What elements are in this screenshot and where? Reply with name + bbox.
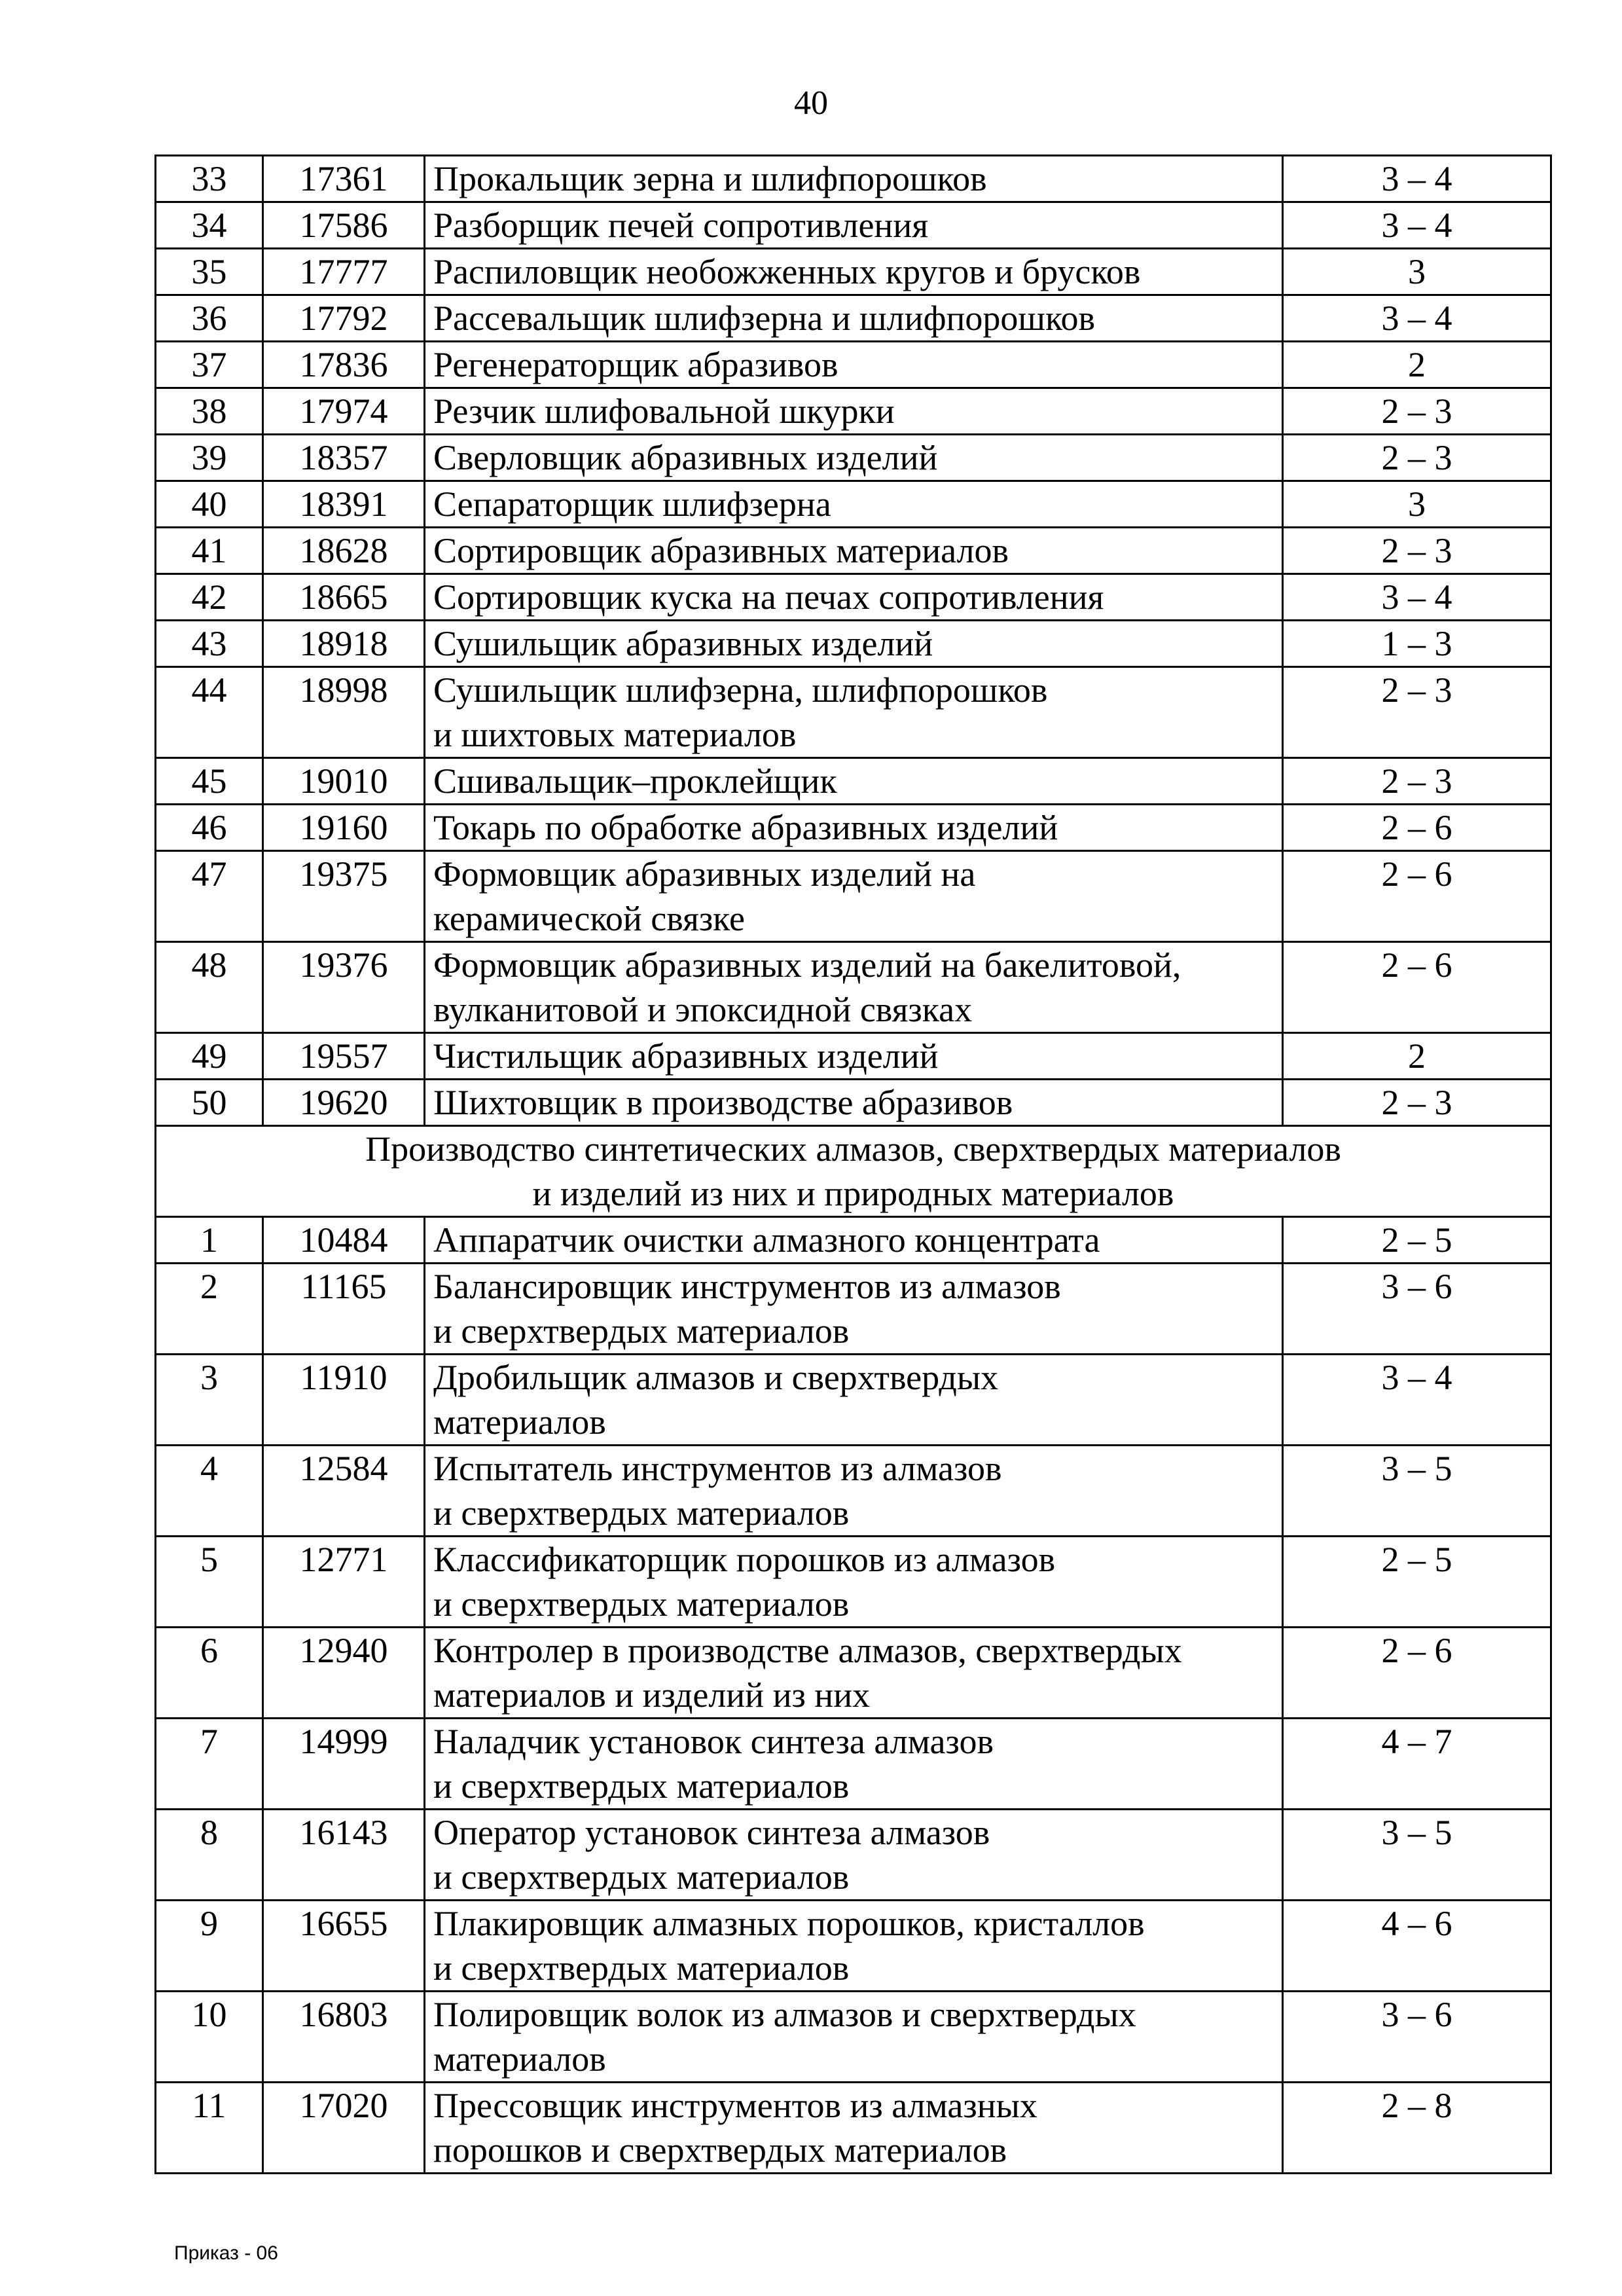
profession-name-cell: Плакировщик алмазных порошков, кристаллов и сверхтвердых материалов (425, 1901, 1283, 1992)
profession-code-cell: 10484 (263, 1217, 425, 1264)
grade-range-cell: 2 – 3 (1283, 435, 1551, 481)
profession-code-cell: 18357 (263, 435, 425, 481)
profession-code-cell: 19376 (263, 942, 425, 1033)
grade-range-cell: 2 – 6 (1283, 1628, 1551, 1719)
profession-name-cell: Сортировщик куска на печах сопротивления (425, 574, 1283, 621)
row-number-cell: 48 (156, 942, 263, 1033)
row-number-cell: 5 (156, 1537, 263, 1628)
grade-range-cell: 2 – 6 (1283, 942, 1551, 1033)
row-number-cell: 47 (156, 851, 263, 942)
profession-name-cell: Контролер в производстве алмазов, сверхтвердых материалов и изделий из них (425, 1628, 1283, 1719)
grade-range-cell: 2 – 5 (1283, 1537, 1551, 1628)
grade-range-cell: 2 – 3 (1283, 388, 1551, 435)
table-row (156, 1080, 1551, 1126)
row-number-cell: 6 (156, 1628, 263, 1719)
profession-code-cell: 17792 (263, 295, 425, 342)
profession-name-cell: Сшивальщик–проклейщик (425, 758, 1283, 805)
grade-range-cell: 3 (1283, 249, 1551, 295)
table-row (156, 1264, 1551, 1355)
profession-code-cell: 19620 (263, 1080, 425, 1126)
profession-name-cell: Регенераторщик абразивов (425, 342, 1283, 388)
profession-code-cell: 18391 (263, 481, 425, 528)
grade-range-cell: 3 – 4 (1283, 1355, 1551, 1446)
table-row (156, 342, 1551, 388)
grade-range-cell: 3 – 4 (1283, 156, 1551, 202)
profession-code-cell: 17020 (263, 2083, 425, 2174)
row-number-cell: 8 (156, 1810, 263, 1901)
table-row (156, 435, 1551, 481)
profession-name-cell: Шихтовщик в производстве абразивов (425, 1080, 1283, 1126)
table-row (156, 388, 1551, 435)
grade-range-cell: 3 – 5 (1283, 1810, 1551, 1901)
table-row (156, 2083, 1551, 2174)
grade-range-cell: 1 – 3 (1283, 621, 1551, 667)
profession-code-cell: 18998 (263, 667, 425, 758)
row-number-cell: 7 (156, 1719, 263, 1810)
grade-range-cell: 2 – 3 (1283, 758, 1551, 805)
profession-name-cell: Формовщик абразивных изделий на бакелитовой, вулканитовой и эпоксидной связках (425, 942, 1283, 1033)
row-number-cell: 44 (156, 667, 263, 758)
profession-code-cell: 12771 (263, 1537, 425, 1628)
row-number-cell: 38 (156, 388, 263, 435)
profession-name-cell: Прокальщик зерна и шлифпорошков (425, 156, 1283, 202)
profession-code-cell: 14999 (263, 1719, 425, 1810)
row-number-cell: 11 (156, 2083, 263, 2174)
grade-range-cell: 3 – 4 (1283, 202, 1551, 249)
table-row (156, 758, 1551, 805)
profession-name-cell: Сортировщик абразивных материалов (425, 528, 1283, 574)
grade-range-cell: 2 – 5 (1283, 1217, 1551, 1264)
row-number-cell: 1 (156, 1217, 263, 1264)
profession-code-cell: 16803 (263, 1992, 425, 2083)
profession-name-cell: Сушильщик шлифзерна, шлифпорошков и шихтовых материалов (425, 667, 1283, 758)
row-number-cell: 2 (156, 1264, 263, 1355)
grade-range-cell: 4 – 7 (1283, 1719, 1551, 1810)
profession-name-cell: Прессовщик инструментов из алмазных порошков и сверхтвердых материалов (425, 2083, 1283, 2174)
table-row (156, 851, 1551, 942)
profession-name-cell: Полировщик волок из алмазов и сверхтвердых материалов (425, 1992, 1283, 2083)
profession-name-cell: Формовщик абразивных изделий на керамической связке (425, 851, 1283, 942)
table-row (156, 1901, 1551, 1992)
row-number-cell: 42 (156, 574, 263, 621)
row-number-cell: 34 (156, 202, 263, 249)
table-row (156, 621, 1551, 667)
profession-code-cell: 18665 (263, 574, 425, 621)
grade-range-cell: 2 (1283, 342, 1551, 388)
profession-name-cell: Рассевальщик шлифзерна и шлифпорошков (425, 295, 1283, 342)
profession-name-cell: Аппаратчик очистки алмазного концентрата (425, 1217, 1283, 1264)
row-number-cell: 33 (156, 156, 263, 202)
row-number-cell: 49 (156, 1033, 263, 1080)
row-number-cell: 36 (156, 295, 263, 342)
table-row (156, 667, 1551, 758)
table-body-part2 (156, 1217, 1551, 2174)
grade-range-cell: 3 – 6 (1283, 1264, 1551, 1355)
grade-range-cell: 2 – 3 (1283, 667, 1551, 758)
footer-order-mark: Приказ - 06 (174, 2242, 278, 2264)
row-number-cell: 40 (156, 481, 263, 528)
grade-range-cell: 3 – 6 (1283, 1992, 1551, 2083)
profession-code-cell: 16143 (263, 1810, 425, 1901)
profession-code-cell: 19557 (263, 1033, 425, 1080)
section-header-body (156, 1126, 1551, 1217)
profession-name-cell: Сепараторщик шлифзерна (425, 481, 1283, 528)
row-number-cell: 35 (156, 249, 263, 295)
grade-range-cell: 2 – 3 (1283, 528, 1551, 574)
row-number-cell: 37 (156, 342, 263, 388)
profession-code-cell: 17974 (263, 388, 425, 435)
table-row (156, 1537, 1551, 1628)
page-number: 40 (794, 84, 828, 122)
row-number-cell: 45 (156, 758, 263, 805)
grade-range-cell: 2 (1283, 1033, 1551, 1080)
profession-name-cell: Оператор установок синтеза алмазов и сверхтвердых материалов (425, 1810, 1283, 1901)
profession-name-cell: Классификаторщик порошков из алмазов и сверхтвердых материалов (425, 1537, 1283, 1628)
table-row (156, 1992, 1551, 2083)
row-number-cell: 9 (156, 1901, 263, 1992)
grade-range-cell: 2 – 6 (1283, 805, 1551, 851)
grade-range-cell: 2 – 3 (1283, 1080, 1551, 1126)
grade-range-cell: 4 – 6 (1283, 1901, 1551, 1992)
table-row (156, 1446, 1551, 1537)
profession-code-cell: 12940 (263, 1628, 425, 1719)
profession-code-cell: 17777 (263, 249, 425, 295)
grade-range-cell: 3 – 5 (1283, 1446, 1551, 1537)
profession-code-cell: 17836 (263, 342, 425, 388)
profession-code-cell: 16655 (263, 1901, 425, 1992)
table-row (156, 249, 1551, 295)
row-number-cell: 39 (156, 435, 263, 481)
table-row (156, 1719, 1551, 1810)
grade-range-cell: 3 – 4 (1283, 574, 1551, 621)
profession-name-cell: Разборщик печей сопротивления (425, 202, 1283, 249)
profession-name-cell: Дробильщик алмазов и сверхтвердых материалов (425, 1355, 1283, 1446)
table-row (156, 1033, 1551, 1080)
table-row (156, 1810, 1551, 1901)
profession-name-cell: Сушильщик абразивных изделий (425, 621, 1283, 667)
profession-code-cell: 18628 (263, 528, 425, 574)
grade-range-cell: 2 – 6 (1283, 851, 1551, 942)
row-number-cell: 10 (156, 1992, 263, 2083)
profession-code-cell: 11910 (263, 1355, 425, 1446)
profession-name-cell: Резчик шлифовальной шкурки (425, 388, 1283, 435)
profession-code-cell: 19010 (263, 758, 425, 805)
profession-name-cell: Испытатель инструментов из алмазов и сверхтвердых материалов (425, 1446, 1283, 1537)
profession-name-cell: Распиловщик необожженных кругов и брусков (425, 249, 1283, 295)
grade-range-cell: 3 – 4 (1283, 295, 1551, 342)
table-row (156, 942, 1551, 1033)
table-row (156, 481, 1551, 528)
table-row (156, 156, 1551, 202)
table-row (156, 295, 1551, 342)
profession-name-cell: Токарь по обработке абразивных изделий (425, 805, 1283, 851)
profession-code-cell: 17586 (263, 202, 425, 249)
profession-code-cell: 19375 (263, 851, 425, 942)
row-number-cell: 46 (156, 805, 263, 851)
profession-name-cell: Балансировщик инструментов из алмазов и сверхтвердых материалов (425, 1264, 1283, 1355)
table-body-part1 (156, 156, 1551, 1126)
row-number-cell: 50 (156, 1080, 263, 1126)
profession-code-cell: 11165 (263, 1264, 425, 1355)
grade-range-cell: 2 – 8 (1283, 2083, 1551, 2174)
table-row (156, 1355, 1551, 1446)
row-number-cell: 41 (156, 528, 263, 574)
profession-name-cell: Наладчик установок синтеза алмазов и сверхтвердых материалов (425, 1719, 1283, 1810)
profession-code-cell: 19160 (263, 805, 425, 851)
profession-code-cell: 12584 (263, 1446, 425, 1537)
table-row (156, 528, 1551, 574)
profession-code-cell: 17361 (263, 156, 425, 202)
table-row (156, 574, 1551, 621)
profession-name-cell: Чистильщик абразивных изделий (425, 1033, 1283, 1080)
row-number-cell: 4 (156, 1446, 263, 1537)
table-row (156, 1217, 1551, 1264)
table-row (156, 202, 1551, 249)
section-title: Производство синтетических алмазов, сверхтвердых материалов и изделий из них и природных материалов (156, 1126, 1551, 1217)
profession-name-cell: Сверловщик абразивных изделий (425, 435, 1283, 481)
row-number-cell: 3 (156, 1355, 263, 1446)
row-number-cell: 43 (156, 621, 263, 667)
table-row (156, 1628, 1551, 1719)
profession-table (154, 155, 1552, 2174)
grade-range-cell: 3 (1283, 481, 1551, 528)
profession-code-cell: 18918 (263, 621, 425, 667)
table-row (156, 805, 1551, 851)
section-header-row (156, 1126, 1551, 1217)
